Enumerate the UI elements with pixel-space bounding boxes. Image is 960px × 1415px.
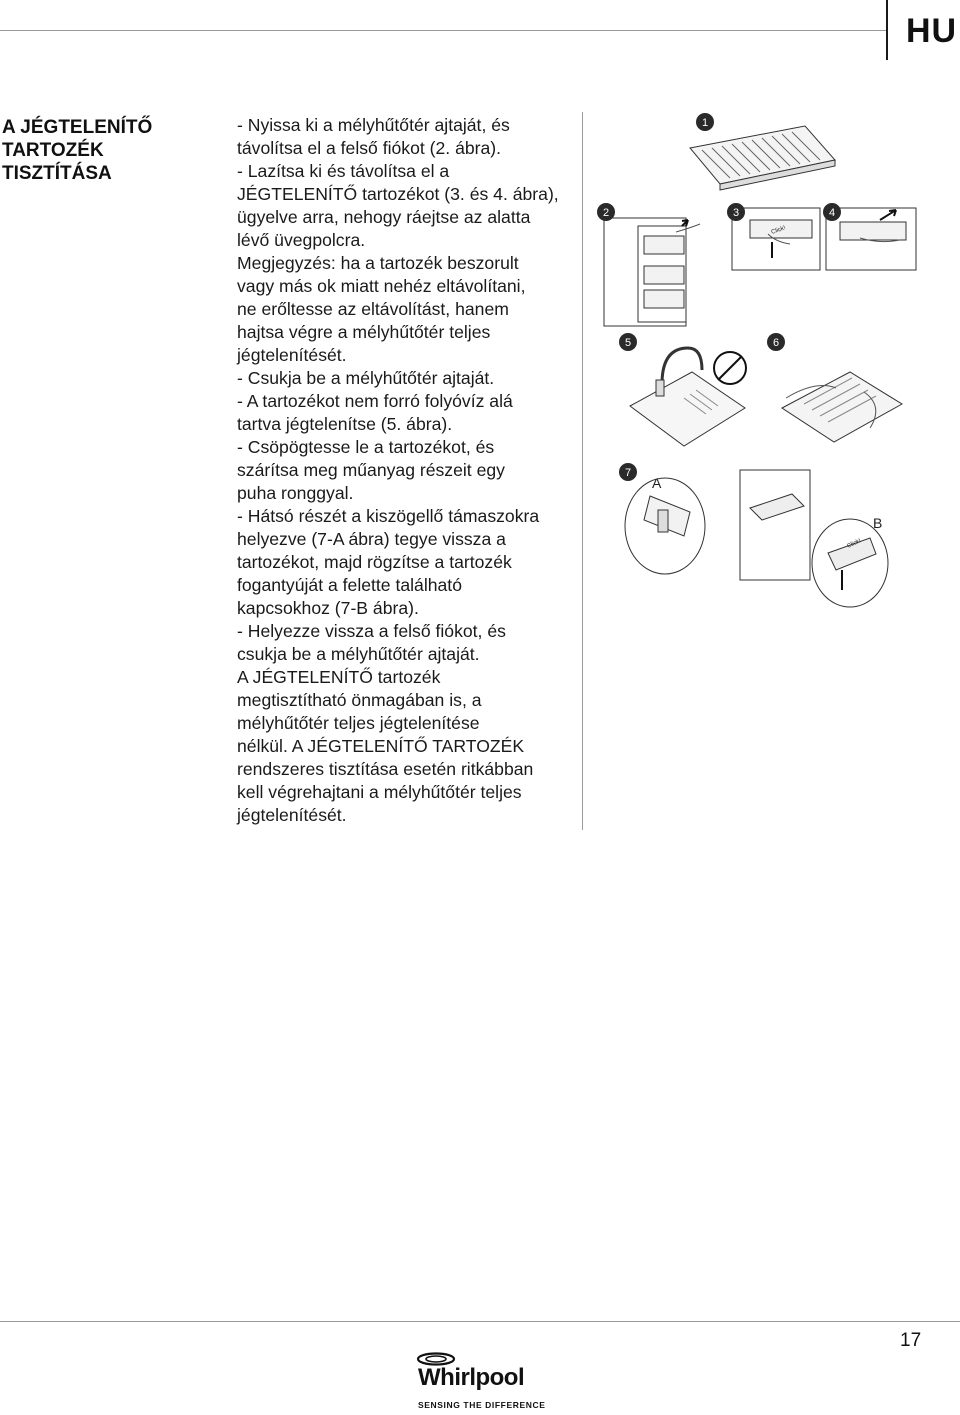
text-line: csukja be a mélyhűtőtér ajtaját. — [237, 644, 480, 664]
text-line: - Csöpögtesse le a tartozékot, és — [237, 437, 495, 457]
text-line: ügyelve arra, nehogy ráejtse az alatta — [237, 207, 531, 227]
section-title-line: TARTOZÉK — [2, 140, 104, 161]
text-line: Megjegyzés: ha a tartozék beszorult — [237, 253, 519, 273]
text-line: - Helyezze vissza a felső fiókot, és — [237, 621, 506, 641]
text-line: helyezve (7-A ábra) tegye vissza a — [237, 529, 506, 549]
step-number: 7 — [624, 467, 632, 479]
text-line: - Lazítsa ki és távolítsa el a — [237, 161, 450, 181]
text-line: nélkül. A JÉGTELENÍTŐ TARTOZÉK — [237, 736, 525, 756]
text-line: jégtelenítését. — [237, 805, 347, 825]
text-line: A JÉGTELENÍTŐ tartozék — [237, 667, 441, 687]
section-title-line: A JÉGTELENÍTŐ — [2, 117, 153, 138]
step-number: 3 — [732, 207, 740, 219]
figure-1-tray — [690, 126, 835, 190]
text-line: rendszeres tisztítása esetén ritkábban — [237, 759, 534, 779]
text-line: fogantyúját a felette található — [237, 575, 462, 595]
text-line: mélyhűtőtér teljes jégtelenítése — [237, 713, 480, 733]
column-divider — [582, 112, 583, 830]
footer-rule — [0, 1321, 960, 1322]
brand-logo — [410, 1352, 550, 1412]
text-line: szárítsa meg műanyag részeit egy — [237, 460, 505, 480]
text-line: hajtsa végre a mélyhűtőtér teljes — [237, 322, 491, 342]
figure-5-sink — [630, 348, 746, 446]
step-number: 4 — [828, 207, 836, 219]
figure-6-drying — [782, 372, 902, 442]
instruction-figures — [590, 108, 955, 613]
figure-label-b: B — [873, 515, 883, 531]
section-title — [2, 116, 222, 185]
text-line: kapcsokhoz (7-B ábra). — [237, 598, 419, 618]
text-line: megtisztítható önmagában is, a — [237, 690, 482, 710]
figure-3-freezer — [732, 208, 820, 270]
text-line: - Hátsó részét a kiszögellő támaszokra — [237, 506, 540, 526]
language-code: HU — [906, 12, 958, 50]
figure-2-freezer — [604, 218, 700, 326]
text-line: jégtelenítését. — [237, 345, 347, 365]
text-line: - Csukja be a mélyhűtőtér ajtaját. — [237, 368, 495, 388]
figure-label-a: A — [652, 475, 662, 491]
click-label: Click! — [770, 225, 787, 236]
section-title-line: TISZTÍTÁSA — [2, 163, 112, 184]
text-line: kell végrehajtani a mélyhűtőtér teljes — [237, 782, 522, 802]
text-line: ne erőltesse az eltávolítást, hanem — [237, 299, 509, 319]
text-line: - Nyissa ki a mélyhűtőtér ajtaját, és — [237, 115, 510, 135]
text-line: lévő üvegpolcra. — [237, 230, 366, 250]
text-line: tartozékot, majd rögzítse a tartozék — [237, 552, 512, 572]
click-label: Click! — [846, 538, 863, 550]
figure-7-install — [625, 470, 888, 607]
brand-tagline: SENSING THE DIFFERENCE — [418, 1400, 546, 1410]
page-number: 17 — [900, 1330, 922, 1351]
text-line: JÉGTELENÍTŐ tartozékot (3. és 4. ábra), — [237, 184, 559, 204]
text-line: puha ronggyal. — [237, 483, 354, 503]
step-number: 1 — [701, 117, 709, 129]
brand-name: Whirlpool — [418, 1364, 525, 1391]
figure-4-freezer — [826, 208, 916, 270]
text-line: tartva jégtelenítse (5. ábra). — [237, 414, 453, 434]
step-number: 5 — [624, 337, 632, 349]
header-rule — [0, 30, 888, 31]
text-line: - A tartozékot nem forró folyóvíz alá — [237, 391, 513, 411]
instructions-text — [237, 114, 577, 827]
text-line: távolítsa el a felső fiókot (2. ábra). — [237, 138, 502, 158]
header-divider — [886, 0, 888, 60]
text-line: vagy más ok miatt nehéz eltávolítani, — [237, 276, 526, 296]
step-number: 6 — [772, 337, 780, 349]
step-number: 2 — [602, 207, 610, 219]
